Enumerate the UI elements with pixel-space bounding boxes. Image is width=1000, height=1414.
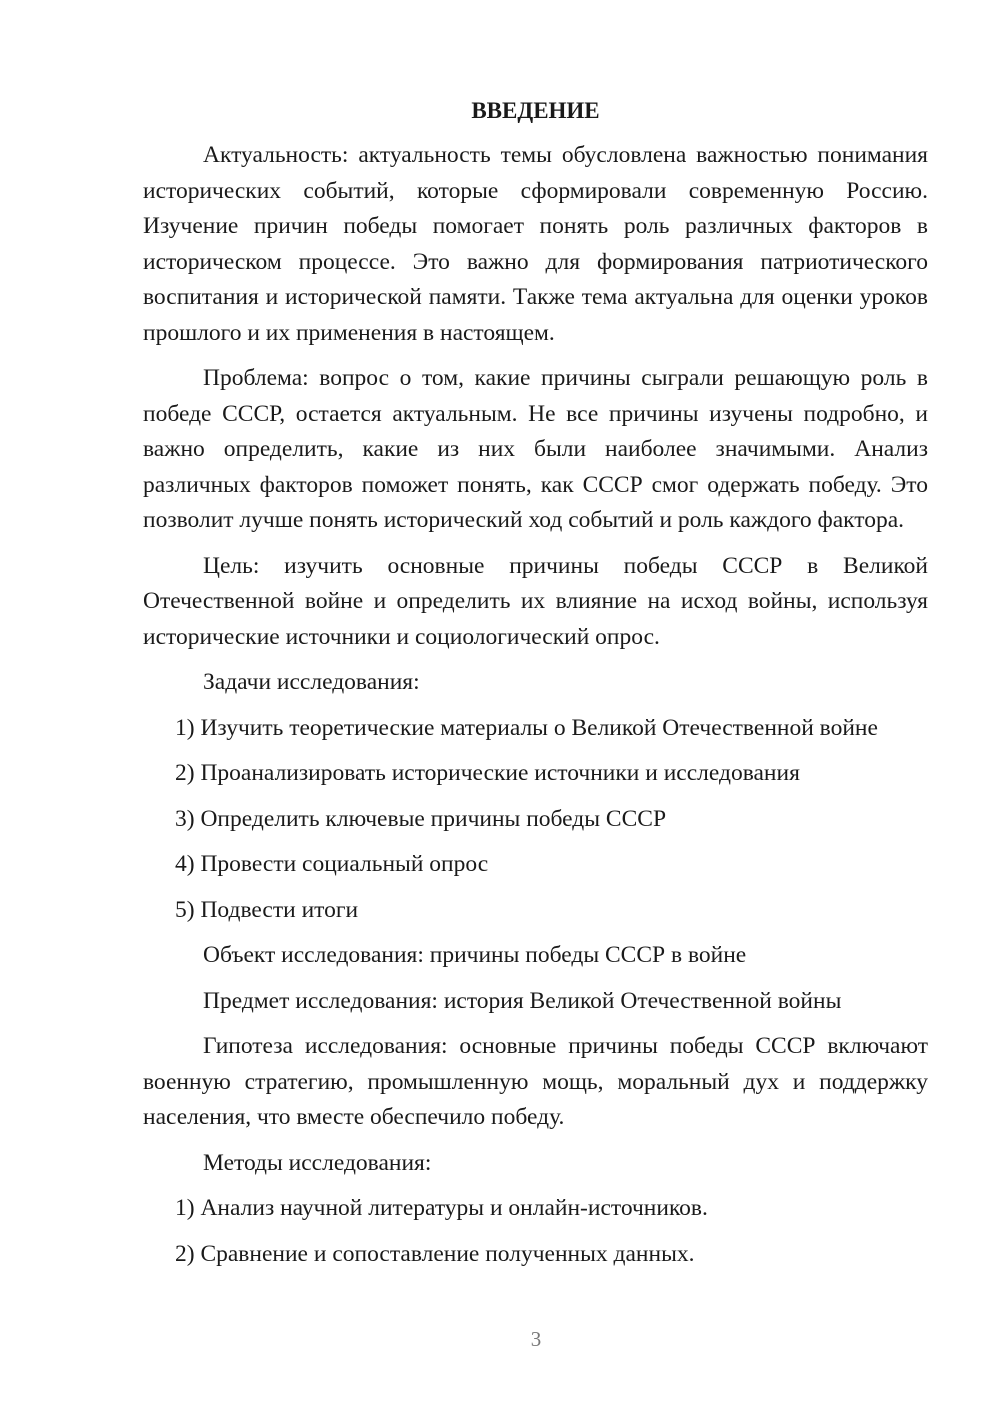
goal-paragraph: Цель: изучить основные причины победы СССР в Великой Отечественной войне и определить их влияние на исход войны, используя исторические источники и социологический опрос. xyxy=(143,552,928,650)
research-subject: Предмет исследования: история Великой Отечественной войны xyxy=(203,987,842,1014)
section-heading: ВВЕДЕНИЕ xyxy=(471,98,600,123)
tasks-heading: Задачи исследования: xyxy=(203,669,420,695)
methods-heading: Методы исследования: xyxy=(203,1149,432,1176)
task-item: 1) Изучить теоретические материалы о Великой Отечественной войне xyxy=(175,714,878,741)
page-content xyxy=(143,96,928,1282)
task-item: 4) Провести социальный опрос xyxy=(175,851,489,877)
method-item: 2) Сравнение и сопоставление полученных данных. xyxy=(175,1240,695,1267)
task-item: 3) Определить ключевые причины победы СССР xyxy=(175,805,667,832)
task-item: 2) Проанализировать исторические источники и исследования xyxy=(175,760,800,786)
relevance-paragraph: Актуальность: актуальность темы обусловлена важностью понимания исторических событий, которые сформировали современную Россию. Изучение причин победы помогает понять роль различных факторов в историческом процессе. Это важно для формирования патриотического воспитания и исторической памяти. Также тема актуальна для оценки уроков прошлого и их применения в настоящем. xyxy=(143,142,928,346)
problem-paragraph: Проблема: вопрос о том, какие причины сыграли решающую роль в победе СССР, остается актуальным. Не все причины изучены подробно, и важно определить, какие из них были наиболее значимыми. Анализ различных факторов поможет понять, как СССР смог одержать победу. Это позволит лучше понять исторический ход событий и роль каждого фактора. xyxy=(143,365,928,533)
task-item: 5) Подвести итоги xyxy=(175,896,359,923)
hypothesis-paragraph: Гипотеза исследования: основные причины победы СССР включают военную стратегию, промышленную мощь, моральный дух и поддержку населения, что вместе обеспечило победу. xyxy=(143,1033,928,1130)
page-number: 3 xyxy=(530,1327,542,1351)
research-object: Объект исследования: причины победы СССР в войне xyxy=(203,942,747,968)
method-item: 1) Анализ научной литературы и онлайн-источников. xyxy=(175,1195,708,1221)
